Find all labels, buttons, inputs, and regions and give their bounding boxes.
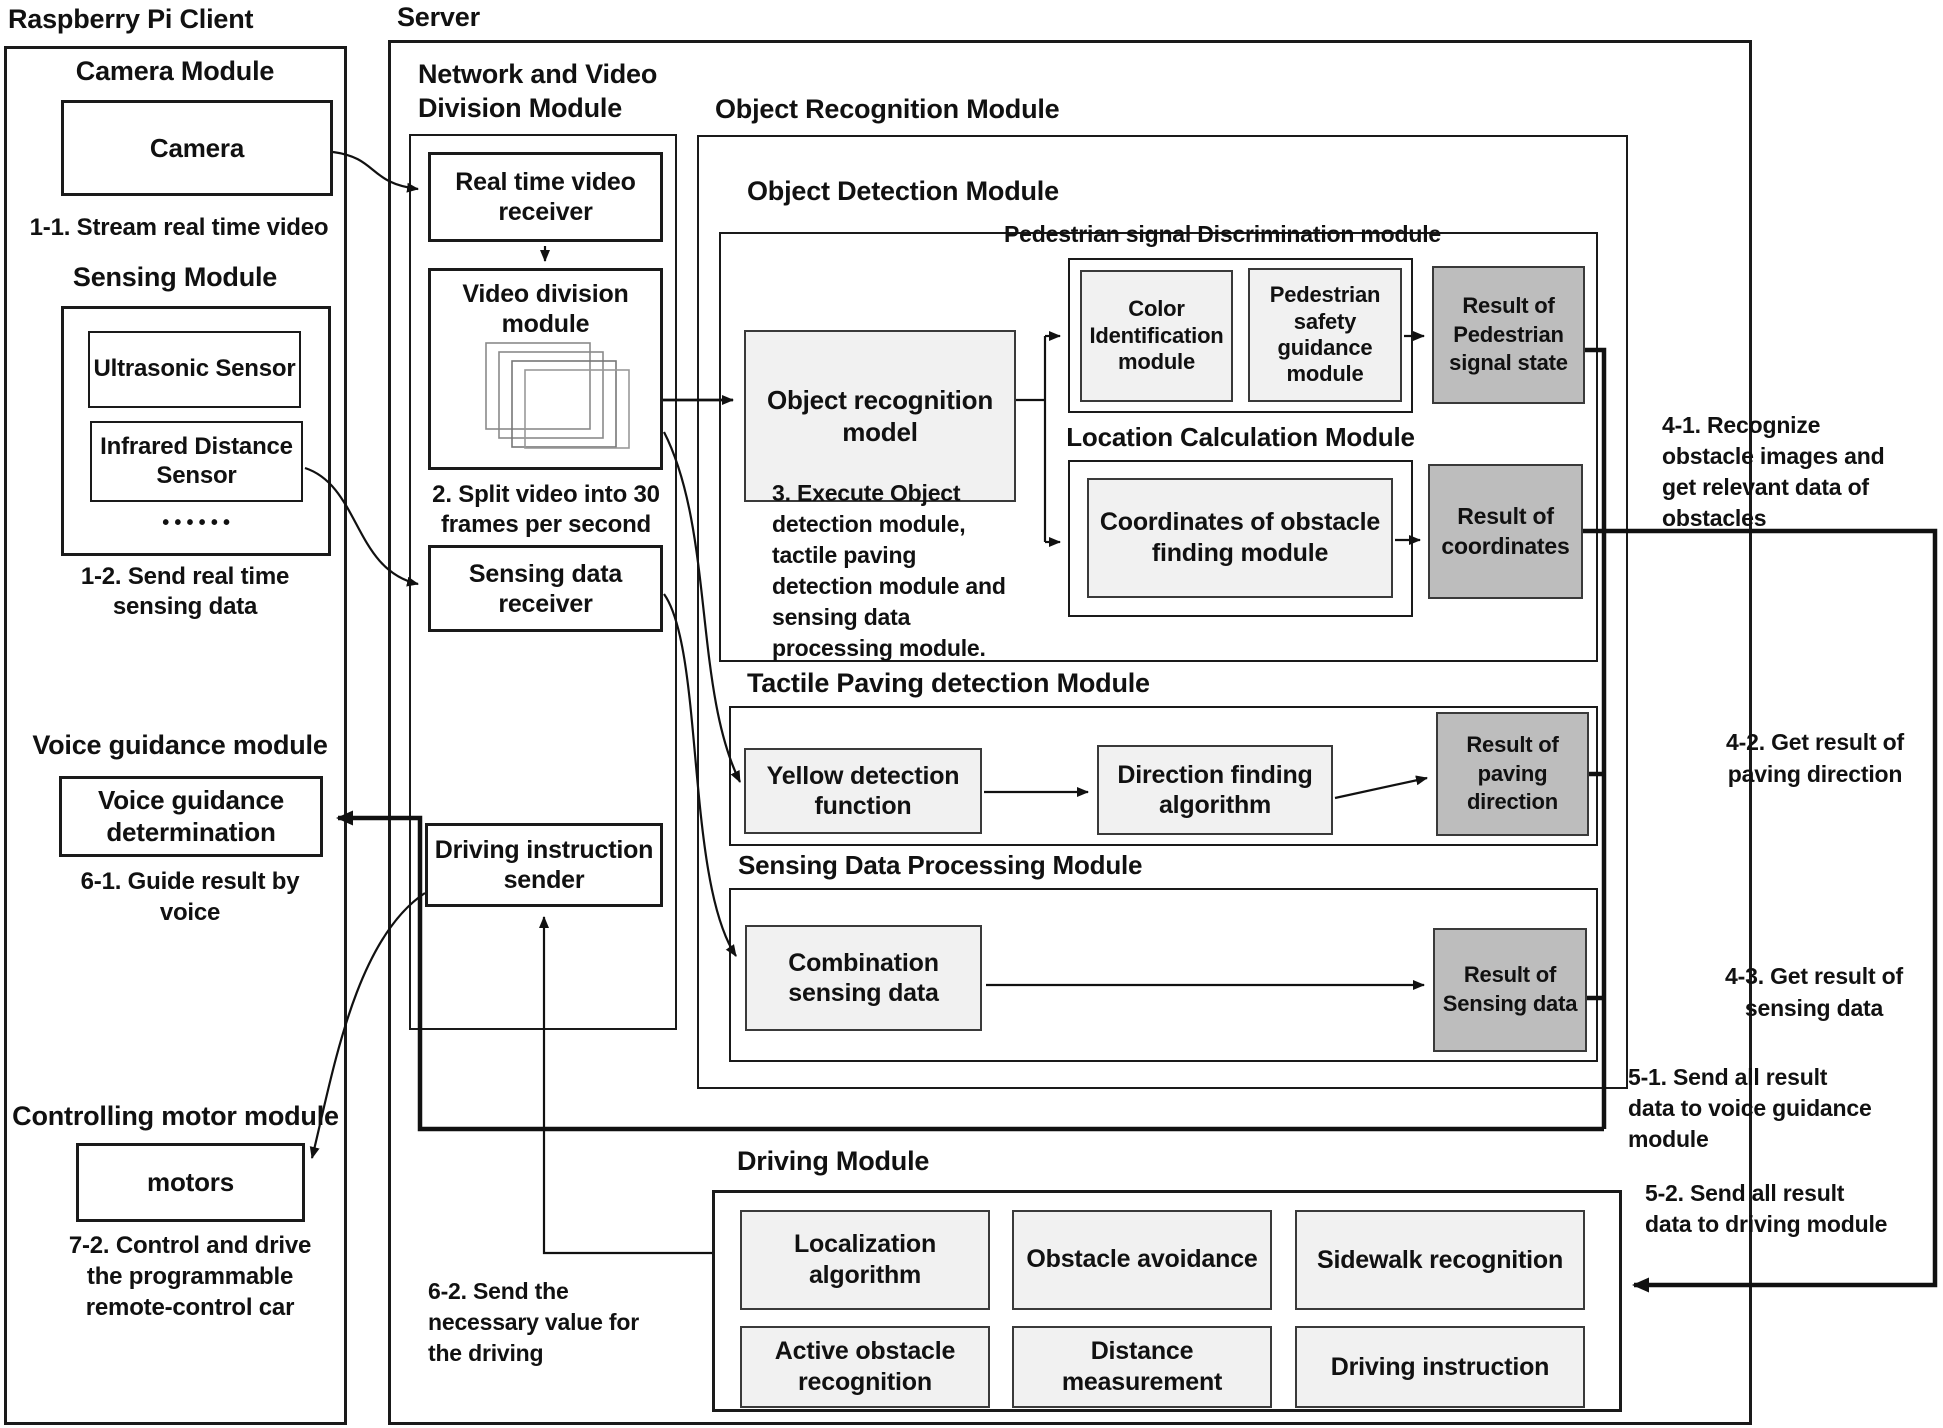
obstacle-avoidance-box: Obstacle avoidance [1012,1210,1272,1310]
note-5-2: 5-2. Send all result data to driving module [1645,1180,1888,1238]
pedestrian-safety-box: Pedestrian safety guidance module [1248,268,1402,402]
coordinates-obstacle-box: Coordinates of obstacle finding module [1087,478,1393,598]
note-4-2: 4-2. Get result of paving direction [1726,729,1904,788]
note-1-1: 1-1. Stream real time video [29,214,329,241]
camera-module-label: Camera Module [75,55,275,86]
localization-box: Localization algorithm [740,1210,990,1310]
realtime-video-receiver-box: Real time video receiver [428,152,663,242]
yellow-detection-box: Yellow detection function [744,748,982,834]
sidewalk-recognition-box: Sidewalk recognition [1295,1210,1585,1310]
sensing-module-label: Sensing Module [72,261,278,292]
client-title: Raspberry Pi Client [8,4,254,34]
sdp-module-label: Sensing Data Processing Module [738,850,1143,880]
motor-module-label: Controlling motor module [12,1100,339,1131]
active-obstacle-box: Active obstacle recognition [740,1326,990,1408]
motors-box: motors [76,1143,305,1222]
orm-label: Object Recognition Module [715,94,1060,124]
infrared-sensor-box: Infrared Distance Sensor [90,421,303,502]
video-division-module-box [428,268,663,470]
tactile-module-label: Tactile Paving detection Module [747,668,1150,698]
voice-module-label: Voice guidance module [32,729,328,760]
driving-module-label: Driving Module [737,1146,930,1176]
note-5-1: 5-1. Send all result data to voice guidance module [1628,1064,1872,1153]
object-recognition-model-box: Object recognition model [744,330,1016,502]
color-identification-box: Color Identification module [1080,270,1233,402]
video-frames-icon [431,339,660,449]
driving-instruction-box: Driving instruction [1295,1326,1585,1408]
note-1-2: 1-2. Send real time sensing data [80,563,290,620]
result-sensing-data-box: Result of Sensing data [1433,928,1587,1052]
camera-box: Camera [61,100,333,196]
note-6-1: 6-1. Guide result by voice [80,868,300,927]
server-title: Server [397,2,480,32]
video-division-module-text: Video division module [462,280,629,338]
note-4-1: 4-1. Recognize obstacle images and get relevant data of obstacles [1662,412,1885,532]
note-6-2: 6-2. Send the necessary value for the driving [428,1278,639,1367]
note-4-3: 4-3. Get result of sensing data [1725,963,1903,1022]
voice-guidance-box: Voice guidance determination [59,776,323,857]
ultrasonic-sensor-box: Ultrasonic Sensor [88,331,301,408]
result-pedestrian-signal-box: Result of Pedestrian signal state [1432,266,1585,404]
sensing-data-receiver-box: Sensing data receiver [428,545,663,632]
note-7-2: 7-2. Control and drive the programmable remote-control car [68,1232,312,1322]
ped-discrimination-label: Pedestrian signal Discrimination module [1004,220,1441,247]
driving-instruction-sender-box: Driving instruction sender [425,823,663,907]
sensing-ellipsis: • • • • • • [162,511,230,534]
note-2: 2. Split video into 30 frames per second [432,481,660,538]
direction-finding-box: Direction finding algorithm [1097,745,1333,835]
note-3: 3. Execute Object detection module, tactile paving detection module and sensing data processing module. [772,480,1006,662]
location-calculation-label: Location Calculation Module [1066,421,1415,452]
result-paving-direction-box: Result of paving direction [1436,712,1589,836]
result-coordinates-box: Result of coordinates [1428,464,1583,599]
combination-sensing-box: Combination sensing data [745,925,982,1031]
network-module-label: Network and Video Division Module [418,59,658,123]
odm-label: Object Detection Module [747,176,1059,206]
distance-measurement-box: Distance measurement [1012,1326,1272,1408]
